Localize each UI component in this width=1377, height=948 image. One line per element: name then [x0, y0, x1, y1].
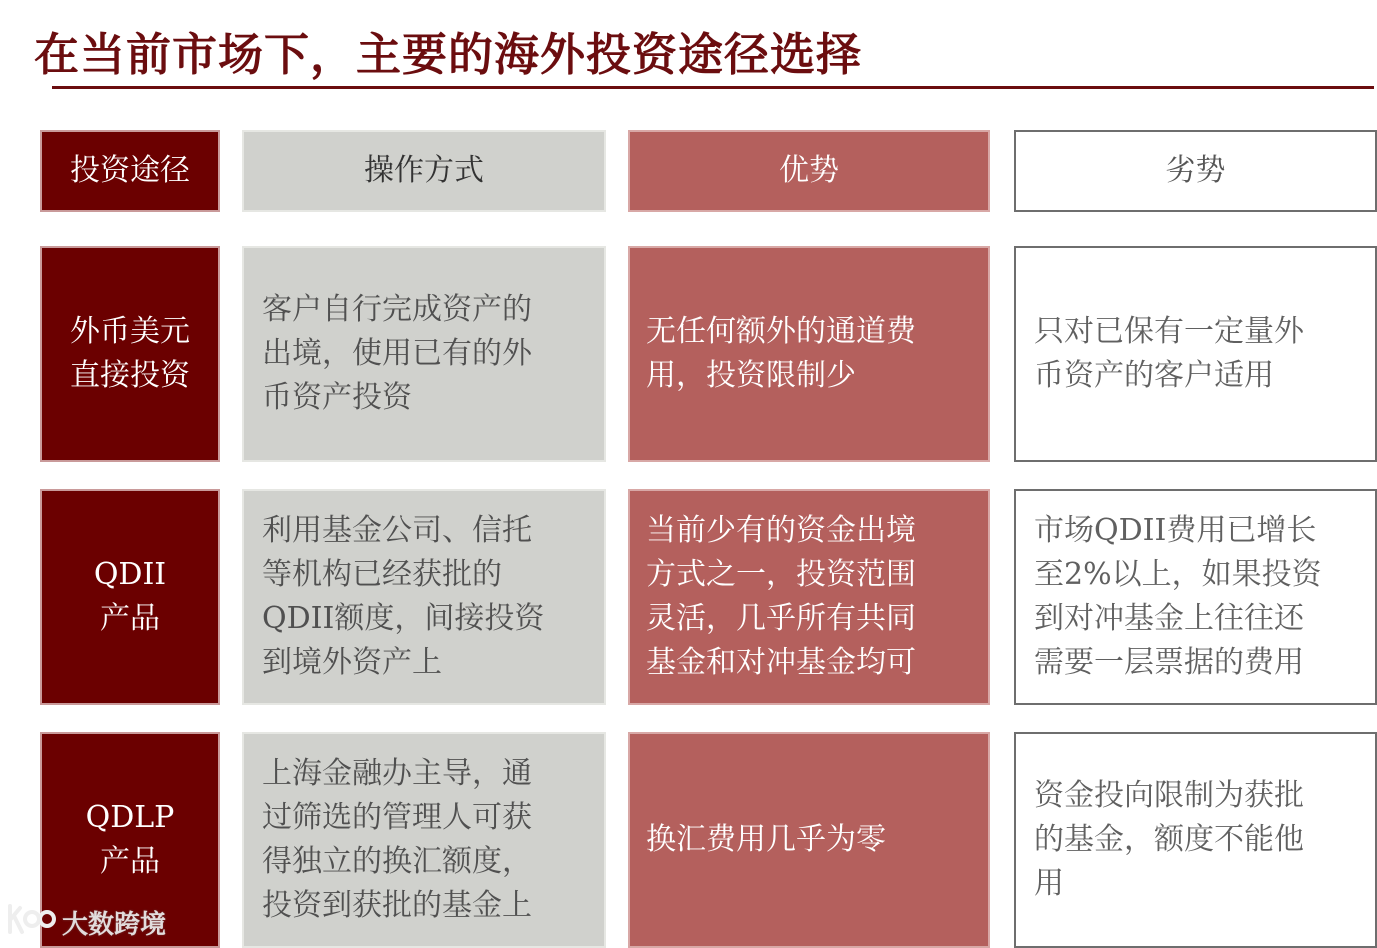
row-1-advantage — [628, 246, 990, 462]
row-2-route — [40, 489, 220, 705]
row-1-advantage-text: 无任何额外的通道费 用，投资限制少 — [646, 314, 916, 393]
header-disadvantage — [1014, 130, 1377, 212]
row-1-operation — [242, 246, 606, 462]
header-route — [40, 130, 220, 212]
row-3-route-text: QDLP 产品 — [85, 800, 175, 879]
row-3-disadvantage — [1014, 732, 1377, 948]
row-3-advantage-text: 换汇费用几乎为零 — [646, 822, 886, 857]
watermark — [6, 902, 166, 943]
page-title: 在当前市场下，主要的海外投资途径选择 — [34, 28, 863, 81]
row-3-disadvantage-text: 资金投向限制为获批 的基金，额度不能他 用 — [1034, 778, 1304, 901]
header-advantage-label: 优势 — [779, 153, 839, 188]
row-1-operation-text: 客户自行完成资产的 出境，使用已有的外 币资产投资 — [262, 292, 532, 415]
row-2-advantage — [628, 489, 990, 705]
row-1-route-text: 外币美元 直接投资 — [70, 314, 190, 393]
row-3-operation-text: 上海金融办主导，通 过筛选的管理人可获 得独立的换汇额度， 投资到获批的基金上 — [262, 756, 532, 923]
header-route-label: 投资途径 — [70, 153, 190, 188]
header-operation — [242, 130, 606, 212]
header-disadvantage-label: 劣势 — [1165, 153, 1226, 188]
header-advantage — [628, 130, 990, 212]
title-underline — [52, 86, 1374, 89]
row-1-disadvantage — [1014, 246, 1377, 462]
row-2-route-text: QDII 产品 — [93, 557, 167, 636]
watermark-text: 大数跨境 — [62, 910, 167, 940]
row-3-operation — [242, 732, 606, 948]
row-2-disadvantage-text: 市场QDII费用已增长 至2%以上，如果投资 到对冲基金上往往还 需要一层票据的费用 — [1034, 513, 1322, 680]
row-1-disadvantage-text: 只对已保有一定量外 币资产的客户适用 — [1034, 314, 1304, 393]
row-2-operation-text: 利用基金公司、信托 等机构已经获批的 QDII额度，间接投资 到境外资产上 — [262, 513, 545, 680]
row-2-disadvantage — [1014, 489, 1377, 705]
row-1-route — [40, 246, 220, 462]
row-2-advantage-text: 当前少有的资金出境 方式之一，投资范围 灵活，几乎所有共同 基金和对冲基金均可 — [646, 513, 916, 680]
header-operation-label: 操作方式 — [364, 153, 484, 188]
row-3-advantage — [628, 732, 990, 948]
k-logo-icon — [6, 902, 56, 943]
row-2-operation — [242, 489, 606, 705]
